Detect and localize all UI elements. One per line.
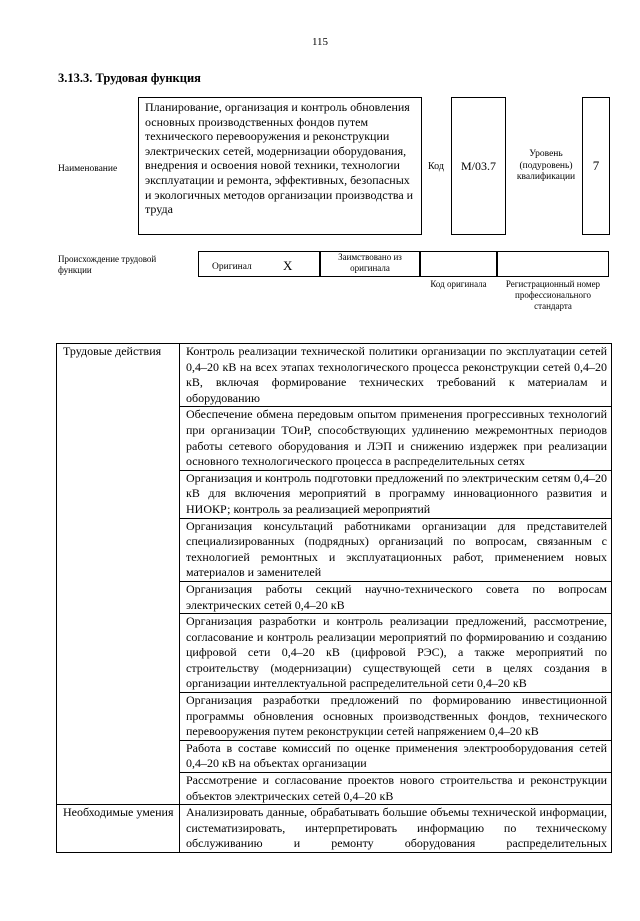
function-details-table <box>56 343 612 853</box>
labor-action-text: Обеспечение обмена передовым опытом применения прогрессивных технологий при организации ТОиР, способствующих удлинению межремонтных периодов работы сетевого оборудования и ЛЭП и снижению издержек при реализации основного технологического процесса в распределительных сетях <box>180 407 612 470</box>
labor-action-text: Организация разработки и контроль реализации предложений, рассмотрение, согласование и контроль реализации мероприятий по формированию и созданию цифровой сети 0,4–20 кВ (цифровой РЭС), а также мероприятий по строительству (модернизации) существующей сети в целях создания в организации интеллектуальной распределительной сети 0,4–20 кВ <box>180 614 612 693</box>
origin-reg-number-cell <box>497 251 609 277</box>
function-name-box: Планирование, организация и контроль обновления основных производственных фондов путем технического перевооружения и реконструкции электрических сетей, модернизации оборудования, внедрения и освоения новой техники, технологии эксплуатации и ремонта, эффективных, безопасных и экологичных методов организации производства и труда <box>138 97 422 235</box>
labor-action-text: Рассмотрение и согласование проектов нового строительства и реконструкции объектов электрических сетей 0,4–20 кВ <box>180 773 612 805</box>
qualification-level-label: Уровень (подуровень) квалификации <box>516 149 576 182</box>
original-label: Оригинал <box>212 262 252 272</box>
skill-text: Анализировать данные, обрабатывать большие объемы технической информации, систематизировать, интерпретировать информацию по техническому обслуживанию и ремонту оборудования распределительных <box>180 805 612 853</box>
page-number: 115 <box>311 36 329 48</box>
labor-action-text: Организация работы секций научно-технического совета по вопросам электрических сетей 0,4–20 кВ <box>180 581 612 613</box>
code-label: Код <box>428 161 444 172</box>
qualification-level: 7 <box>582 97 610 235</box>
origin-code-cell <box>420 251 497 277</box>
labor-action-text: Работа в составе комиссий по оценке применения электрооборудования сетей 0,4–20 кВ на объектах организации <box>180 740 612 772</box>
function-code: M/03.7 <box>451 97 506 235</box>
reg-number-label: Регистрационный номер профессионального стандарта <box>505 279 601 311</box>
labor-action-group-label: Трудовые действия <box>57 344 180 805</box>
borrowed-label: Заимствовано из оригинала <box>338 252 402 273</box>
labor-action-row <box>57 344 612 407</box>
skill-row <box>57 805 612 853</box>
labor-action-text: Контроль реализации технической политики организации по эксплуатации сетей 0,4–20 кВ на всех этапах технологического процесса реконструкции сетей 0,4–20 кВ, включая формирование технических требований к материалам и оборудованию <box>180 344 612 407</box>
labor-action-text: Организация и контроль подготовки предложений по электрическим сетям 0,4–20 кВ для включения мероприятий в программу инновационного развития и НИОКР; контроль за реализацией мероприятий <box>180 470 612 518</box>
labor-action-text: Организация консультаций работниками организации для представителей специализированных (подрядных) организаций по вопросам, связанным с технологией ремонтных и эксплуатационных работ, применением новых материалов и заменителей <box>180 518 612 581</box>
naming-label: Наименование <box>58 164 118 174</box>
labor-action-text: Организация разработки предложений по формированию инвестиционной программы обновления основных производственных фондов, технического перевооружения путем реконструкции сетей напряжением 0,4–20 кВ <box>180 693 612 741</box>
origin-label: Происхождение трудовой функции <box>58 254 157 275</box>
code-original-label: Код оригинала <box>430 279 487 289</box>
original-mark: X <box>283 258 293 273</box>
section-title: 3.13.3. Трудовая функция <box>58 71 201 85</box>
skill-group-label: Необходимые умения <box>57 805 180 853</box>
